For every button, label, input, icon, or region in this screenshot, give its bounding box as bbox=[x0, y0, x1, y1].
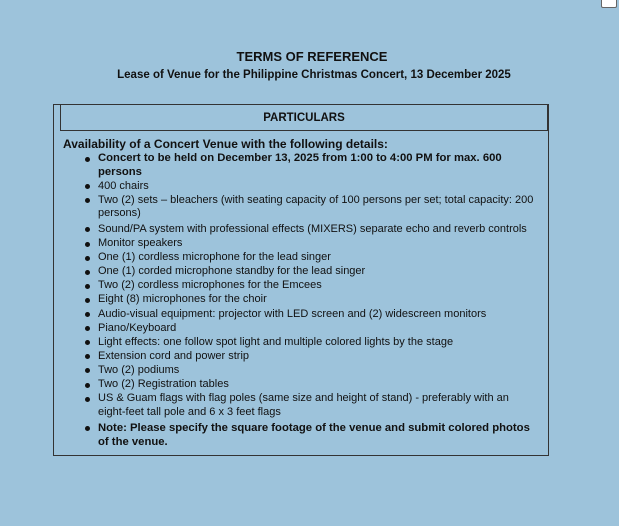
list-item: Two (2) cordless microphones for the Emcees bbox=[54, 279, 534, 293]
list-item: Two (2) Registration tables bbox=[54, 378, 534, 392]
list-item: Light effects: one follow spot light and multiple colored lights by the stage bbox=[54, 336, 534, 350]
list-item: Note: Please specify the square footage of the venue and submit colored photos of the venue. bbox=[54, 421, 534, 449]
list-item: Concert to be held on December 13, 2025 from 1:00 to 4:00 PM for max. 600 persons bbox=[54, 152, 534, 179]
list-item: Extension cord and power strip bbox=[54, 350, 534, 364]
list-item: One (1) corded microphone standby for the lead singer bbox=[54, 265, 534, 279]
particulars-table bbox=[53, 104, 549, 456]
list-item: US & Guam flags with flag poles (same size and height of stand) - preferably with an eight-feet tall pole and 6 x 3 feet flags bbox=[54, 392, 534, 419]
document-header bbox=[0, 49, 619, 81]
window-corner-icon bbox=[601, 0, 617, 8]
document-subtitle: Lease of Venue for the Philippine Christmas Concert, 13 December 2025 bbox=[117, 69, 511, 81]
particulars-list bbox=[54, 152, 534, 450]
list-item: Piano/Keyboard bbox=[54, 322, 534, 336]
list-item: Monitor speakers bbox=[54, 237, 534, 251]
list-item: Eight (8) microphones for the choir bbox=[54, 293, 534, 307]
particulars-heading: PARTICULARS bbox=[60, 105, 548, 131]
list-item: Two (2) podiums bbox=[54, 364, 534, 378]
list-item: Two (2) sets – bleachers (with seating capacity of 100 persons per set; total capacity: 200 persons) bbox=[54, 194, 534, 221]
list-item: Audio-visual equipment: projector with LED screen and (2) widescreen monitors bbox=[54, 308, 534, 322]
list-item: One (1) cordless microphone for the lead singer bbox=[54, 251, 534, 265]
list-item: Sound/PA system with professional effects (MIXERS) separate echo and reverb controls bbox=[54, 223, 534, 237]
particulars-intro: Availability of a Concert Venue with the following details: bbox=[63, 137, 388, 151]
list-item: 400 chairs bbox=[54, 180, 534, 194]
document-title: TERMS OF REFERENCE bbox=[236, 49, 388, 64]
